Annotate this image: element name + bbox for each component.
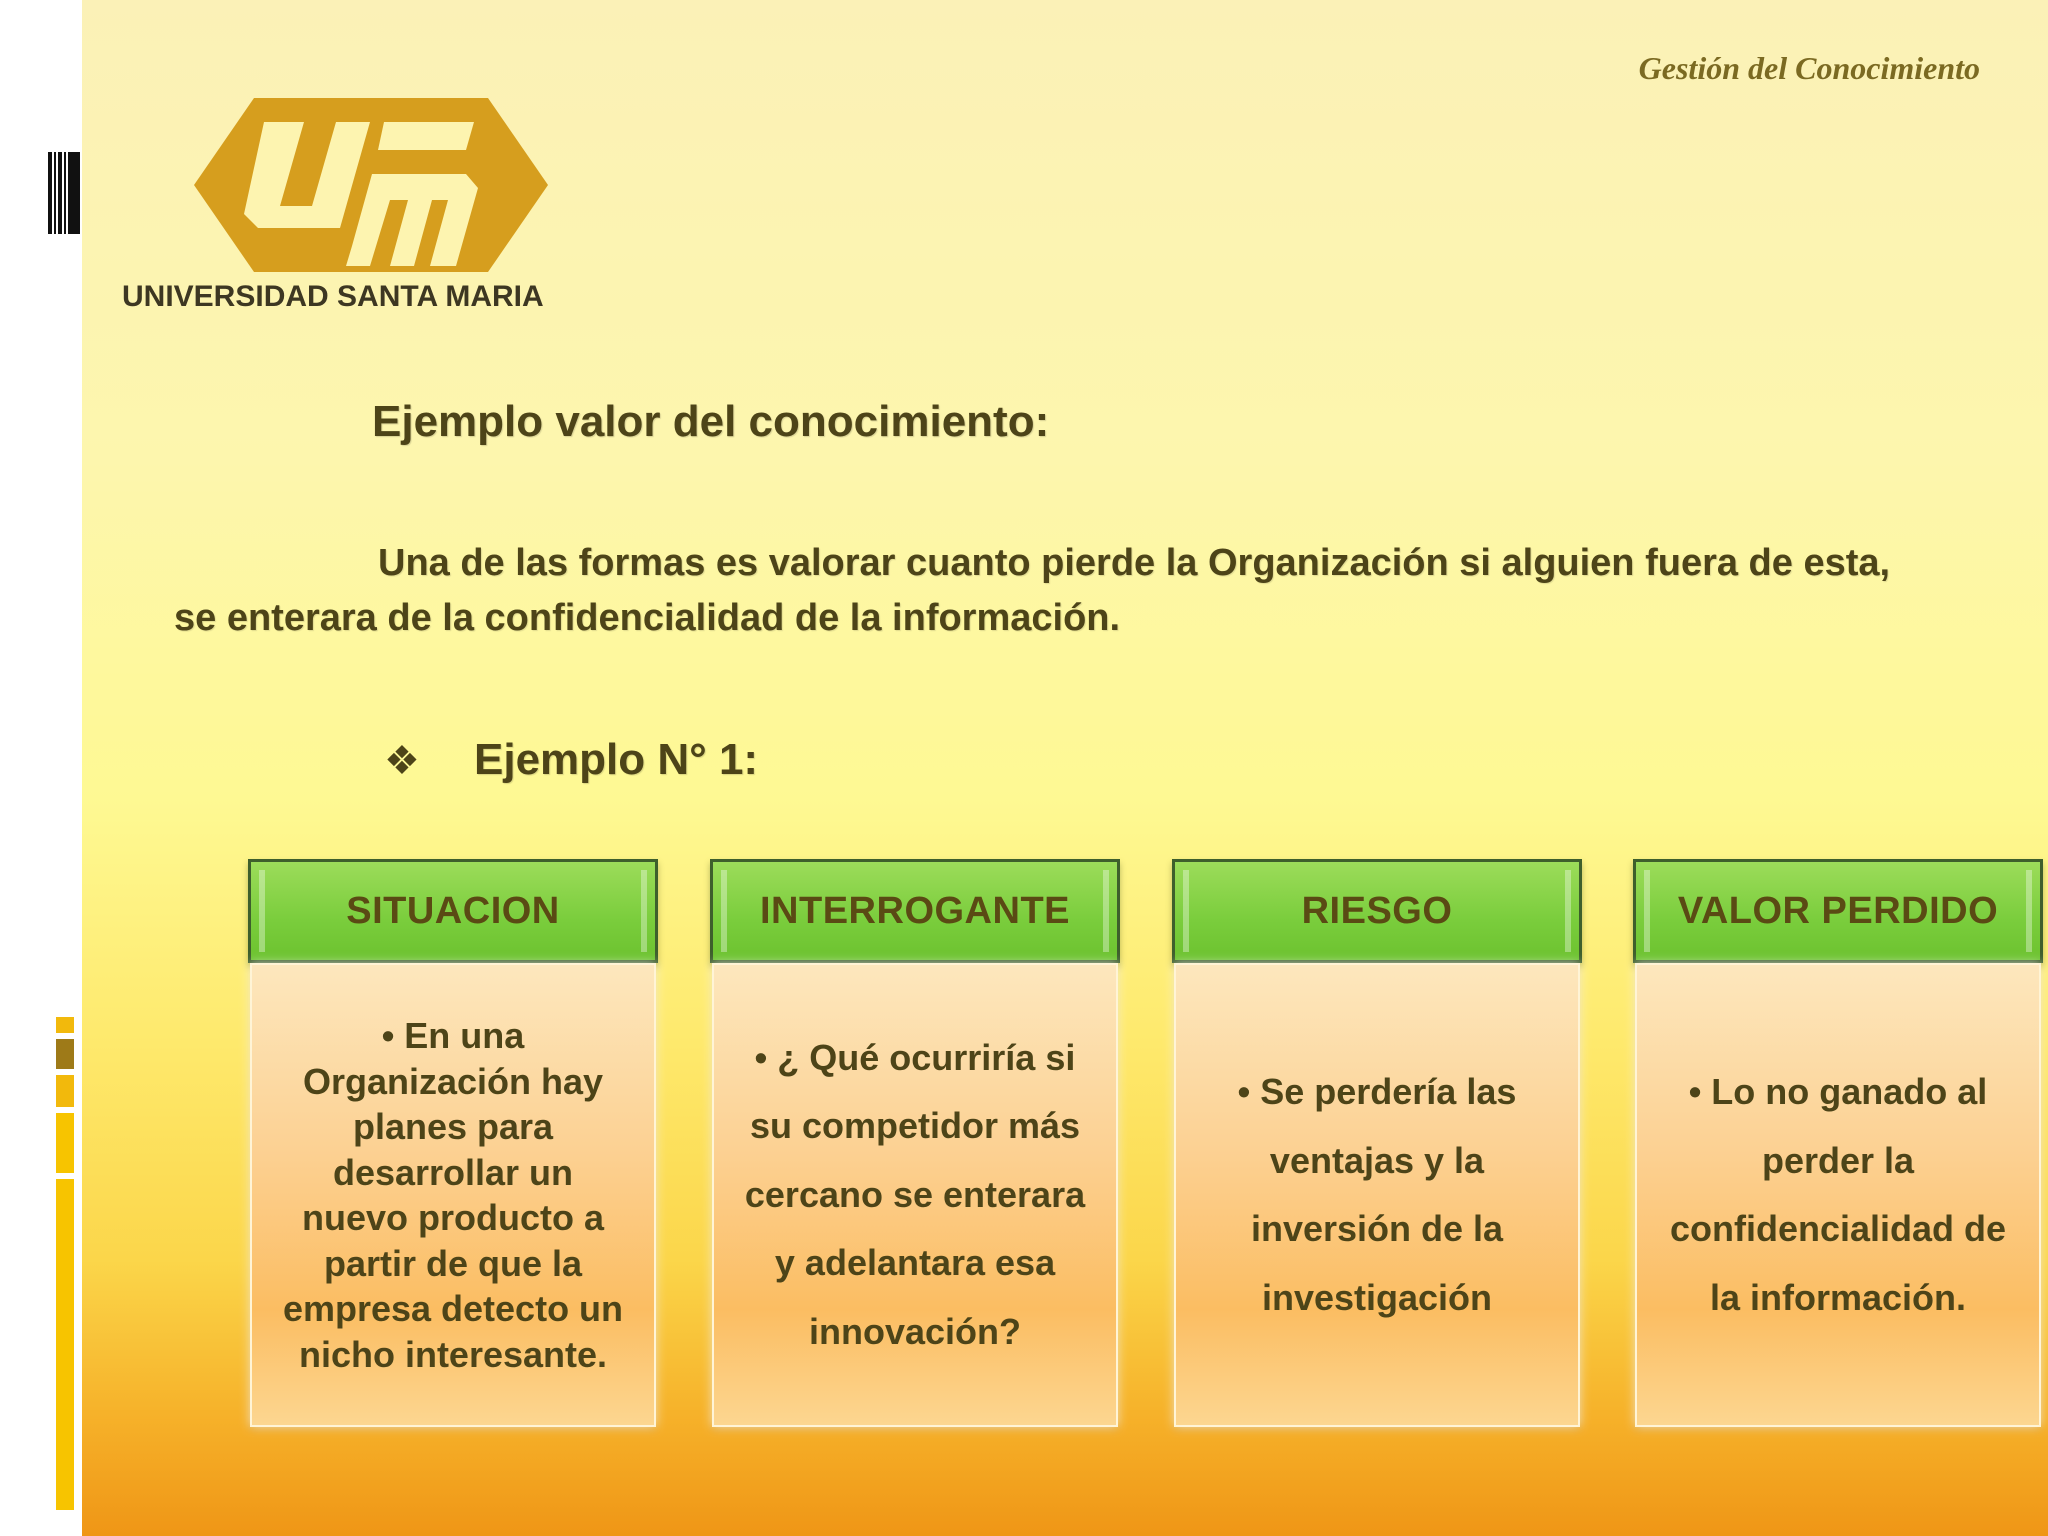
column-body-text: • Lo no ganado al perder la confidencialidad de la información. xyxy=(1669,1071,2007,1318)
column-body xyxy=(712,963,1118,1427)
column-body xyxy=(1635,963,2041,1427)
intro-paragraph: Una de las formas es valorar cuanto pierde la Organización si alguien fuera de esta, se enterara de la confidencialidad de la información. xyxy=(174,542,1891,639)
column-interrogante xyxy=(710,859,1120,1429)
example-label: Ejemplo N° 1: xyxy=(474,735,759,784)
column-header xyxy=(1633,859,2043,963)
column-header-label: RIESGO xyxy=(1301,889,1453,932)
column-valor-perdido xyxy=(1633,859,2043,1429)
column-header-label: VALOR PERDIDO xyxy=(1677,889,1999,932)
column-riesgo xyxy=(1172,859,1582,1429)
column-body-text: • ¿ Qué ocurriría si su competidor más cercano se enterara y adelantara esa innovación? xyxy=(744,1036,1086,1352)
column-situacion xyxy=(248,859,658,1429)
column-body-text: • Se perdería las ventajas y la inversión de la investigación xyxy=(1237,1071,1517,1318)
column-header-label: INTERROGANTE xyxy=(760,889,1070,932)
university-logo xyxy=(194,96,548,274)
diamond-bullet-icon: ❖ xyxy=(384,739,420,783)
page-title: Ejemplo valor del conocimiento: xyxy=(372,397,1050,446)
column-header xyxy=(710,859,1120,963)
column-header xyxy=(1172,859,1582,963)
column-header xyxy=(248,859,658,963)
column-header-label: SITUACION xyxy=(346,889,560,932)
presentation-title: Gestión del Conocimiento xyxy=(1638,50,1980,86)
column-body-text: • En una Organización hay planes para desarrollar un nuevo producto a partir de que la empresa detecto un nicho interesante. xyxy=(282,1015,624,1375)
slide xyxy=(82,0,2048,1536)
university-name: UNIVERSIDAD SANTA MARIA xyxy=(122,280,544,313)
column-body xyxy=(250,963,656,1427)
decorative-barcode xyxy=(48,152,80,234)
column-body xyxy=(1174,963,1580,1427)
decorative-side-bars xyxy=(56,1017,76,1510)
